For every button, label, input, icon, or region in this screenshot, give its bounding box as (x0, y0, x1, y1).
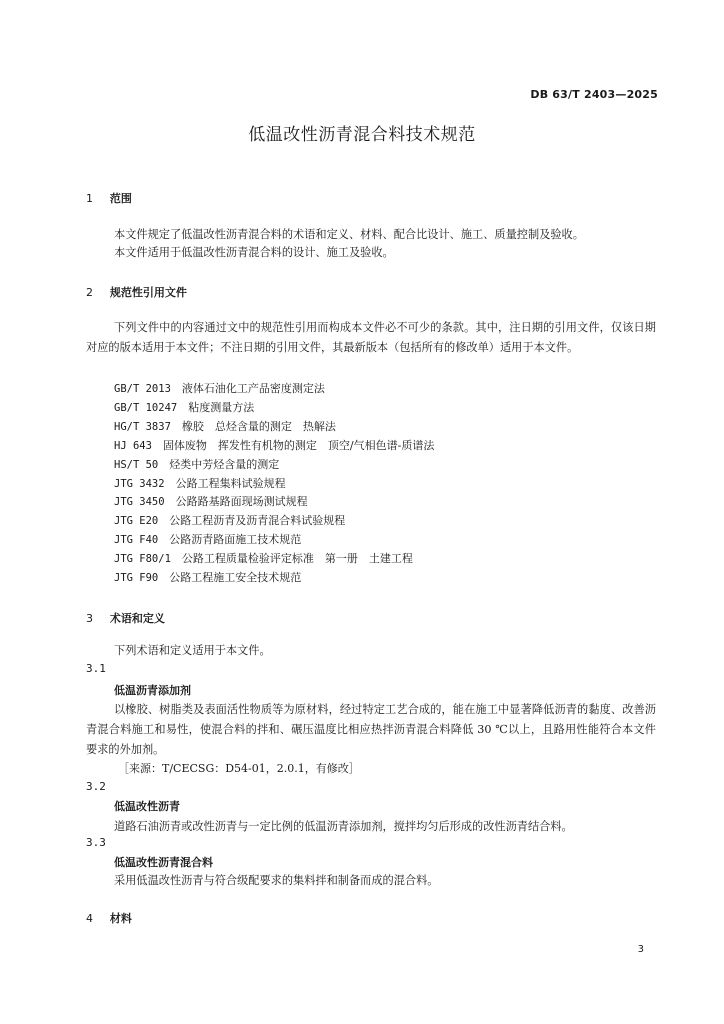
reference-code: JTG E20 (114, 515, 159, 528)
reference-code: HJ 643 (114, 439, 152, 452)
reference-title: 公路工程集料试验规程 (175, 476, 286, 490)
term-number: 3.2 (86, 780, 106, 793)
reference-item (114, 456, 279, 472)
reference-title: 固体废物 挥发性有机物的测定 顶空/气相色谱-质谱法 (162, 438, 435, 452)
scope-paragraph-1: 本文件规定了低温改性沥青混合料的术语和定义、材料、配合比设计、施工、质量控制及验收。 (114, 228, 584, 241)
reference-code: JTG 3432 (114, 477, 165, 490)
section-title: 材料 (109, 912, 132, 925)
term-definition: 以橡胶、树脂类及表面活性物质等为原材料，经过特定工艺合成的，能在施工中显著降低沥青的黏度、改善沥青混合料施工和易性，使混合料的拌和、碾压温度比相应热拌沥青混合料降低 30 ℃以上，且路用性能符合本文件要求的外加剂。 (86, 703, 656, 756)
reference-title: 烃类中芳烃含量的测定 (169, 457, 280, 471)
reference-title: 公路路基路面现场测试规程 (175, 495, 308, 509)
term-definition: 道路石油沥青或改性沥青与一定比例的低温沥青添加剂，搅拌均匀后形成的改性沥青结合料。 (114, 820, 573, 833)
reference-title: 公路工程沥青及沥青混合料试验规程 (169, 514, 346, 528)
term-definition: 采用低温改性沥青与符合级配要求的集料拌和制备而成的混合料。 (114, 874, 439, 887)
section-4-heading (86, 910, 132, 926)
reference-item (114, 531, 301, 547)
reference-item (114, 399, 254, 415)
reference-title: 公路工程施工安全技术规范 (169, 571, 302, 584)
reference-code: JTG F40 (114, 534, 159, 547)
section-number: 4 (86, 912, 93, 925)
reference-item (114, 550, 413, 566)
section-title: 规范性引用文件 (109, 286, 187, 299)
reference-code: GB/T 2013 (114, 383, 171, 395)
section-title: 范围 (109, 192, 132, 205)
section-2-heading (86, 284, 187, 300)
reference-title: 公路工程质量检验评定标准 第一册 土建工程 (181, 552, 413, 566)
reference-item (114, 380, 325, 396)
scope-paragraph-2: 本文件适用于低温改性沥青混合料的设计、施工及验收。 (114, 246, 394, 259)
term-name: 低温沥青添加剂 (114, 684, 191, 697)
term-name: 低温改性沥青 (114, 800, 180, 813)
reference-code: JTG F90 (114, 572, 159, 584)
reference-item (114, 437, 434, 453)
reference-title: 液体石油化工产品密度测定法 (181, 382, 325, 395)
term-name: 低温改性沥青混合料 (114, 856, 213, 869)
section-number: 3 (86, 612, 93, 625)
section-number: 1 (86, 192, 93, 205)
reference-title: 橡胶 总烃含量的测定 热解法 (181, 419, 336, 433)
section-title: 术语和定义 (109, 612, 165, 625)
reference-code: GB/T 10247 (114, 401, 178, 414)
reference-item (114, 493, 308, 509)
terms-intro: 下列术语和定义适用于本文件。 (114, 644, 271, 657)
reference-code: JTG F80/1 (114, 553, 171, 566)
section-number: 2 (86, 286, 93, 299)
term-number: 3.3 (86, 836, 106, 849)
section-1-heading (86, 190, 132, 206)
page-number: 3 (637, 944, 644, 955)
reference-item (114, 475, 286, 491)
standard-number: DB 63/T 2403—2025 (530, 88, 658, 101)
section-3-heading (86, 610, 165, 626)
reference-code: HG/T 3837 (114, 420, 171, 433)
references-intro: 下列文件中的内容通过文中的规范性引用而构成本文件必不可少的条款。其中，注日期的引用文件，仅该日期对应的版本适用于本文件；不注日期的引用文件，其最新版本（包括所有的修改单）适用于本文件。 (86, 321, 656, 354)
reference-title: 公路沥青路面施工技术规范 (169, 533, 302, 547)
document-title: 低温改性沥青混合料技术规范 (248, 125, 476, 145)
reference-code: HS/T 50 (114, 458, 159, 471)
reference-code: JTG 3450 (114, 496, 165, 509)
term-number: 3.1 (86, 662, 106, 675)
reference-title: 粘度测量方法 (188, 400, 255, 414)
reference-item (114, 569, 301, 585)
term-source: ［来源：T/CECSG：D54-01，2.0.1，有修改］ (118, 762, 360, 775)
reference-item (114, 418, 336, 434)
reference-item (114, 512, 345, 528)
